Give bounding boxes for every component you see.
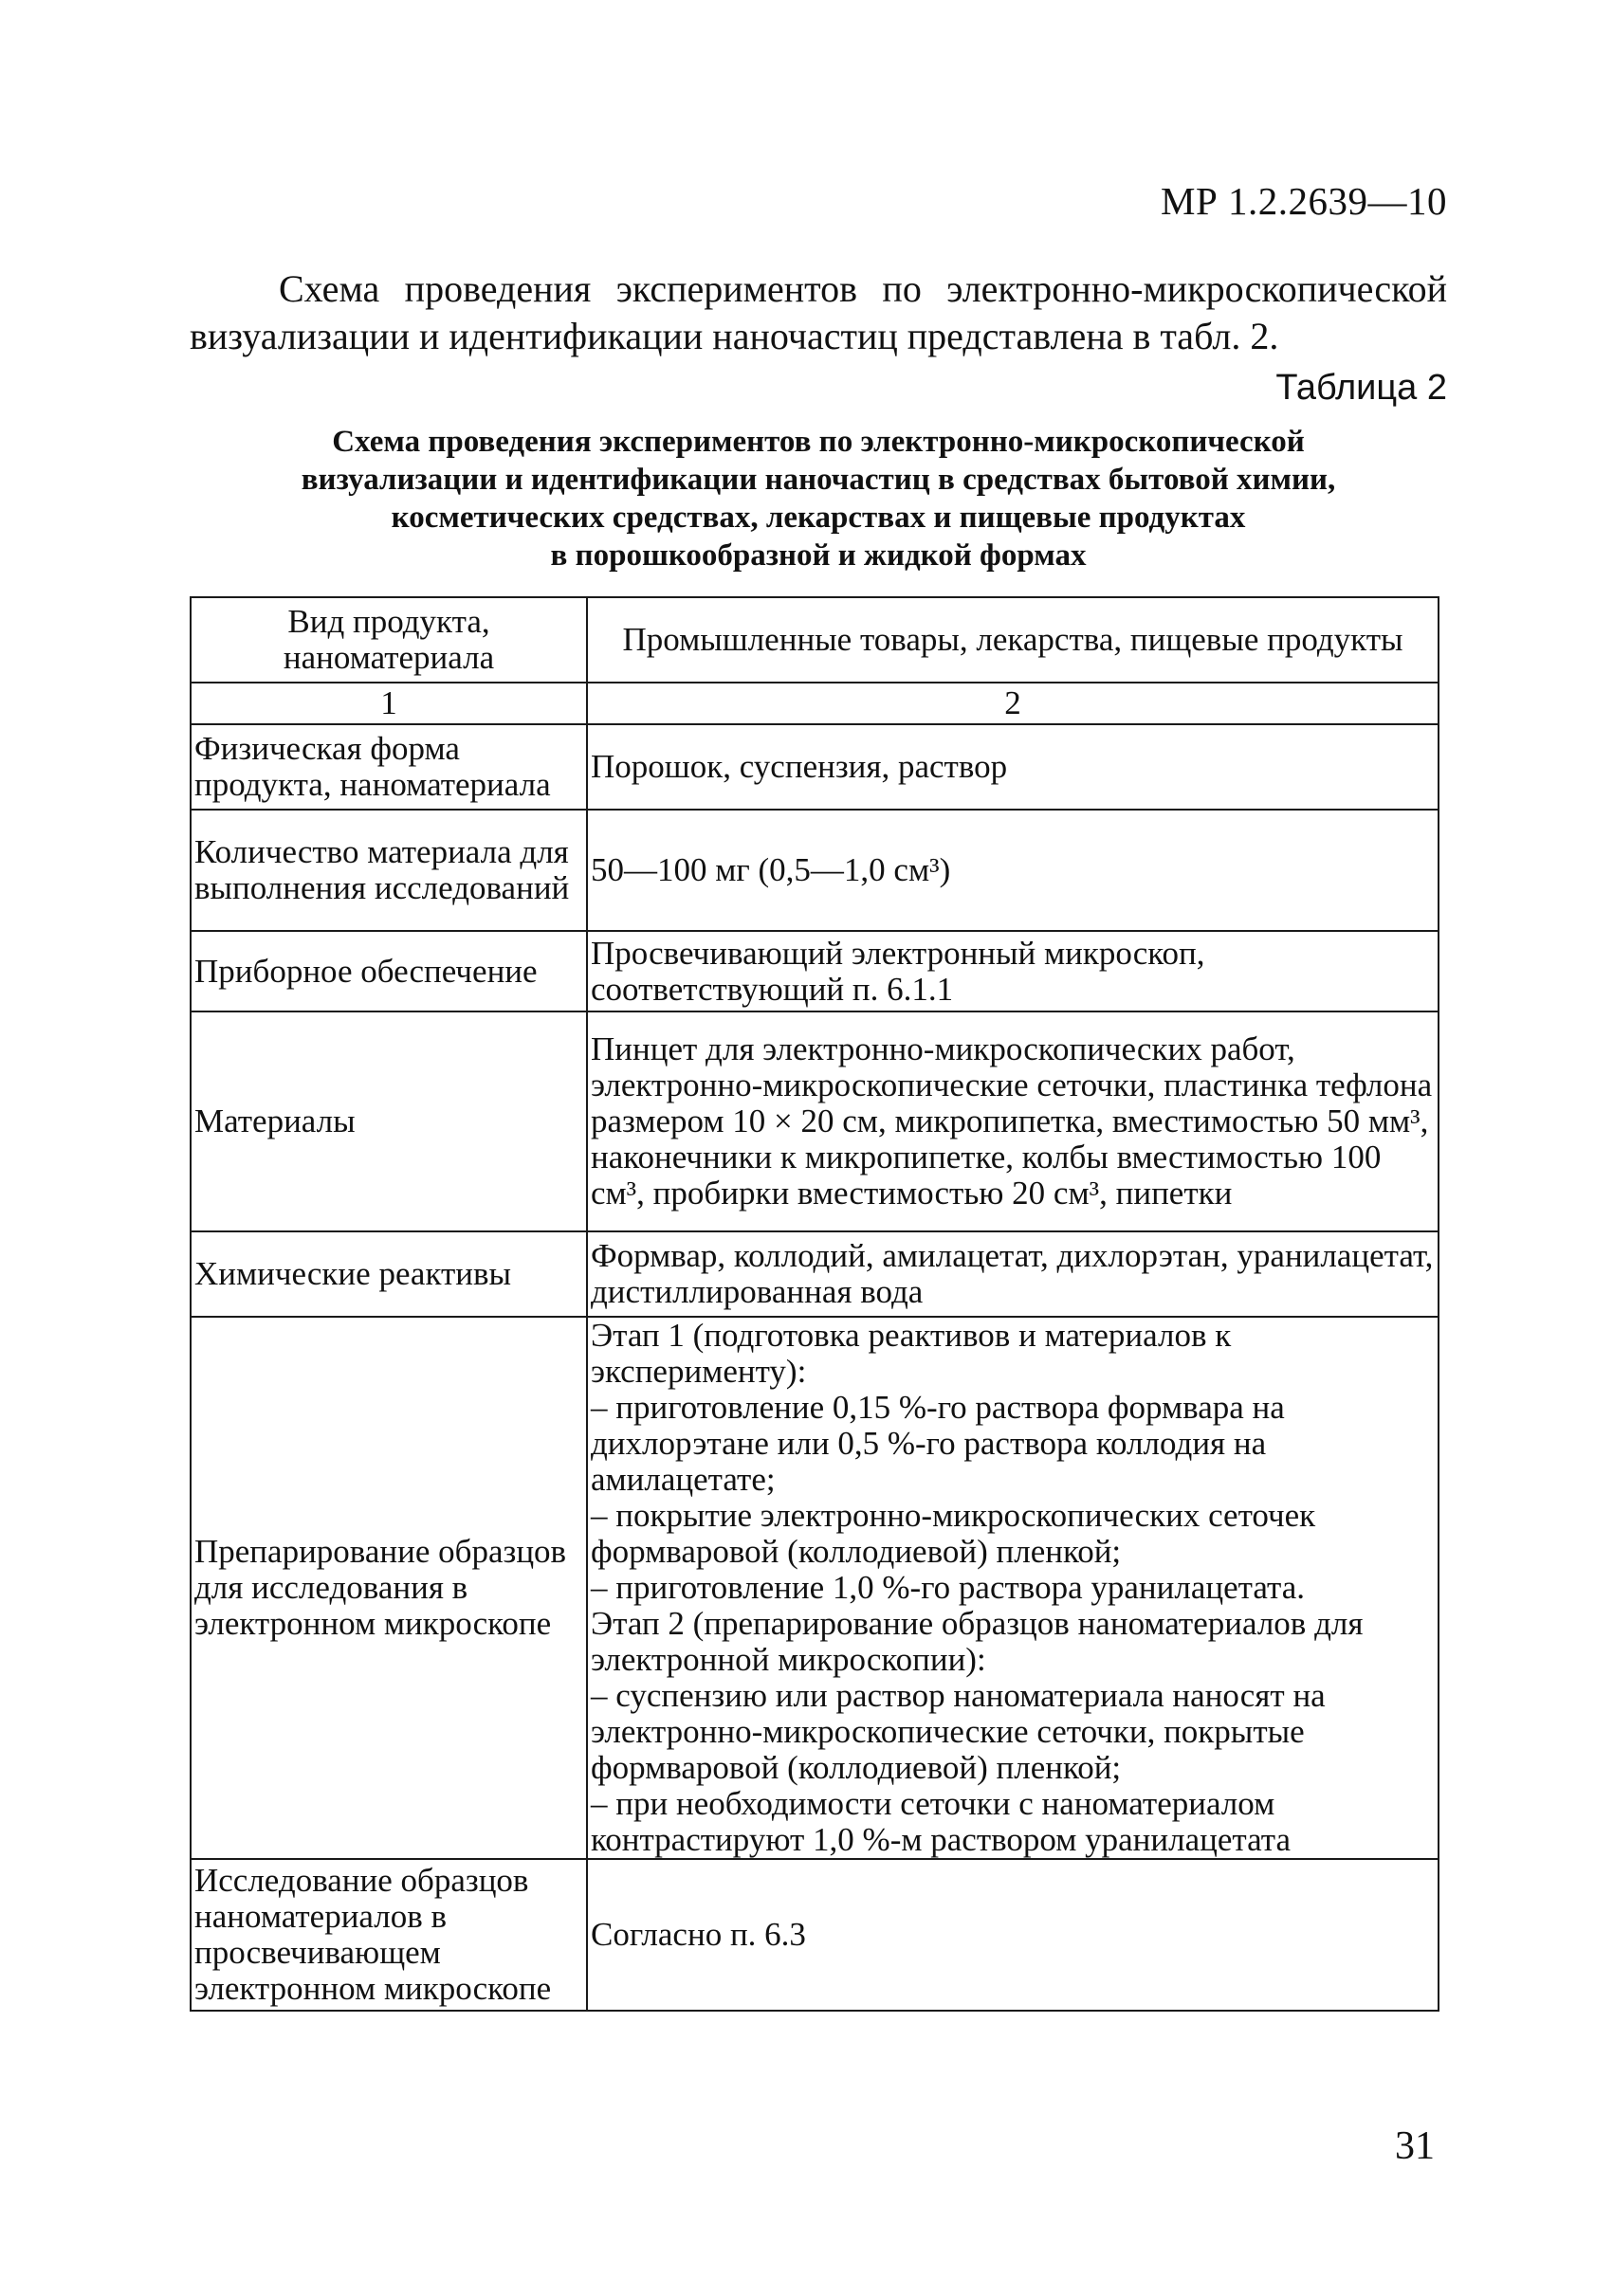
column-number: 1 [191, 683, 587, 724]
table-title [190, 423, 1447, 574]
table-title-line: Схема проведения экспериментов по электронно-микроскопической [332, 425, 1305, 459]
column-number: 2 [587, 683, 1439, 724]
row-label: Материалы [191, 1011, 587, 1231]
document-code: МР 1.2.2639—10 [1160, 179, 1447, 223]
value-line: – приготовление 0,15 %-го раствора формвара на дихлорэтане или 0,5 %-го раствора коллодия на амилацетате; [591, 1389, 1285, 1498]
column-header: Вид продукта, наноматериала [191, 597, 587, 683]
table-row [191, 1317, 1439, 1859]
value-line: Этап 1 (подготовка реактивов и материалов к эксперименту): [591, 1317, 1232, 1390]
page-number: 31 [1395, 2124, 1435, 2168]
column-header: Промышленные товары, лекарства, пищевые продукты [587, 597, 1439, 683]
table-row [191, 1859, 1439, 2011]
table-header-row [191, 597, 1439, 683]
row-label: Количество материала для выполнения исследований [191, 810, 587, 931]
table-row [191, 1231, 1439, 1317]
table-title-line: визуализации и идентификации наночастиц в средствах бытовой химии, [301, 463, 1336, 497]
value-line: Этап 2 (препарирование образцов наноматериалов для электронной микроскопии): [591, 1605, 1364, 1678]
row-value: Порошок, суспензия, раствор [587, 724, 1439, 810]
table-row [191, 724, 1439, 810]
column-number-row [191, 683, 1439, 724]
value-line: – приготовление 1,0 %-го раствора уранилацетата. [591, 1569, 1305, 1606]
table-row [191, 1011, 1439, 1231]
row-label: Физическая форма продукта, наноматериала [191, 724, 587, 810]
row-value: Пинцет для электронно-микроскопических работ, электронно-микроскопические сеточки, пластинка тефлона размером 10 × 20 см, микропипетка, вместимостью 50 мм³, наконечники к микропипетке, колбы вместимостью 100 см³, пробирки вместимостью 20 см³, пипетки [587, 1011, 1439, 1231]
table-row [191, 931, 1439, 1011]
row-label: Приборное обеспечение [191, 931, 587, 1011]
row-value: Просвечивающий электронный микроскоп, соответствующий п. 6.1.1 [587, 931, 1439, 1011]
table-row [191, 810, 1439, 931]
row-label: Исследование образцов наноматериалов в просвечивающем электронном микроскопе [191, 1859, 587, 2011]
value-line: – покрытие электронно-микроскопических сеточек формваровой (коллодиевой) пленкой; [591, 1497, 1316, 1570]
intro-paragraph: Схема проведения экспериментов по электронно-микроскопической визуализации и идентификации наночастиц представлена в табл. 2. [190, 267, 1447, 357]
table-title-line: косметических средствах, лекарствах и пищевые продуктах [391, 501, 1246, 535]
table-title-line: в порошкообразной и жидкой формах [550, 538, 1087, 573]
experiment-scheme-table [190, 596, 1439, 2012]
row-label: Препарирование образцов для исследования в электронном микроскопе [191, 1317, 587, 1859]
value-line: – суспензию или раствор наноматериала наносят на электронно-микроскопические сеточки, покрытые формваровой (коллодиевой) пленкой; [591, 1677, 1326, 1786]
value-line: – при необходимости сеточки с наноматериалом контрастируют 1,0 %-м раствором уранилацетата [591, 1785, 1292, 1858]
row-value: Формвар, коллодий, амилацетат, дихлорэтан, уранилацетат, дистиллированная вода [587, 1231, 1439, 1317]
row-value [587, 1317, 1439, 1859]
row-value: Согласно п. 6.3 [587, 1859, 1439, 2011]
table-label: Таблица 2 [1275, 368, 1447, 408]
row-label: Химические реактивы [191, 1231, 587, 1317]
row-value: 50—100 мг (0,5—1,0 см³) [587, 810, 1439, 931]
